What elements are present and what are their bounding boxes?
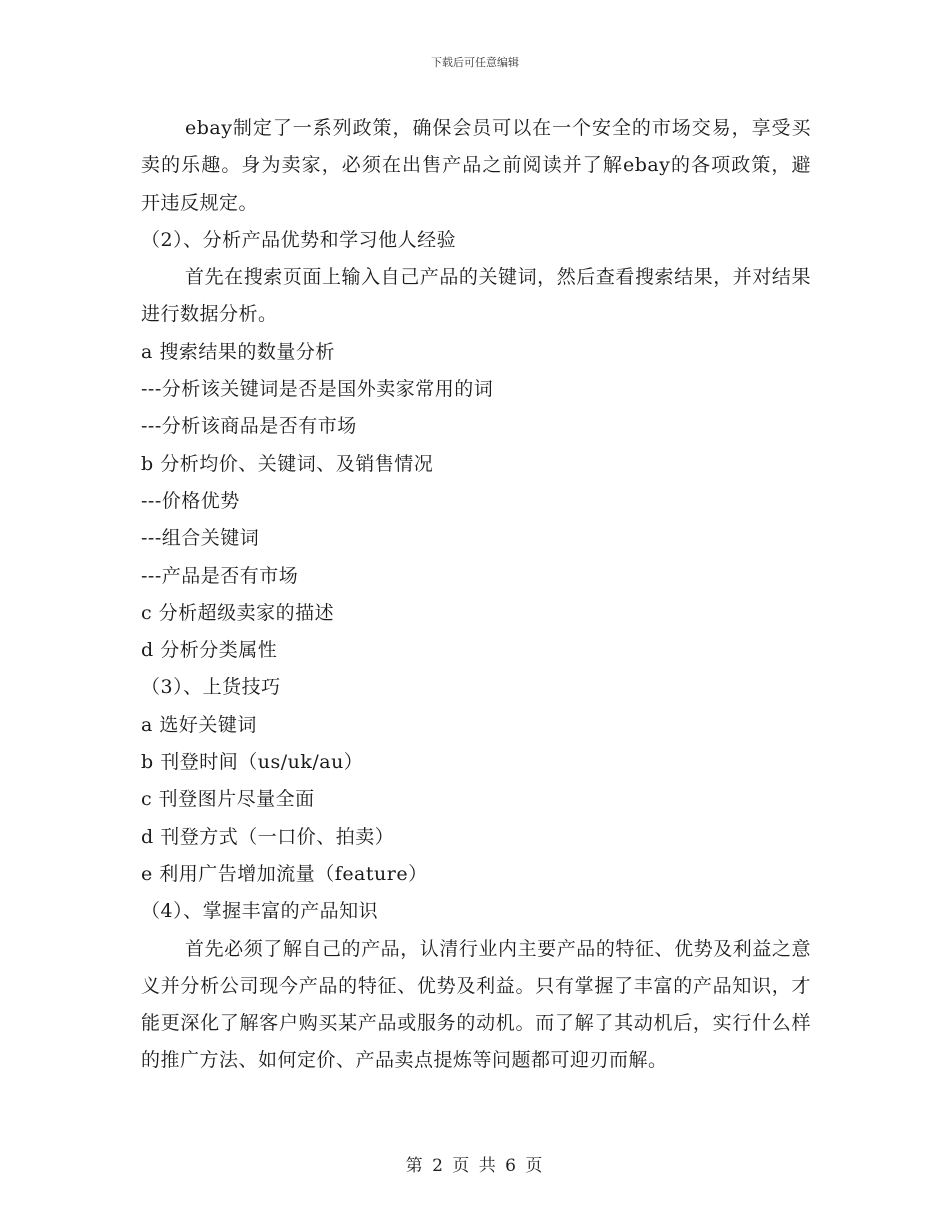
paragraph-product-knowledge: 首先必须了解自己的产品，认清行业内主要产品的特征、优势及利益之意义并分析公司现今产品的特征、优势及利益。只有掌握了丰富的产品知识，才能更深化了解客户购买某产品或服务的动机。而了解了其动机后，实行什么样的推广方法、如何定价、产品卖点提炼等问题都可迎刃而解。 — [141, 937, 811, 1072]
list-item: b 刊登时间（us/uk/au） — [141, 751, 364, 774]
section-heading-3: （3）、上货技巧 — [141, 676, 281, 699]
section-heading-2: （2）、分析产品优势和学习他人经验 — [141, 228, 457, 251]
section-heading-4: （4）、掌握丰富的产品知识 — [141, 900, 379, 923]
list-item: a 搜索结果的数量分析 — [141, 340, 335, 363]
list-item: c 分析超级卖家的描述 — [141, 601, 335, 624]
page-header: 下载后可任意编辑 — [431, 56, 519, 69]
list-item: ---产品是否有市场 — [141, 564, 299, 587]
document-body — [141, 110, 811, 1080]
list-item: a 选好关键词 — [141, 713, 257, 736]
page-footer: 第 2 页 共 6 页 — [405, 1156, 545, 1176]
list-item: d 分析分类属性 — [141, 639, 278, 662]
list-item: c 刊登图片尽量全面 — [141, 788, 315, 811]
paragraph-search-analysis: 首先在搜索页面上输入自己产品的关键词，然后查看搜索结果，并对结果进行数据分析。 — [141, 266, 811, 326]
list-item: ---组合关键词 — [141, 527, 260, 550]
list-item: e 利用广告增加流量（feature） — [141, 862, 428, 885]
list-item: ---分析该关键词是否是国外卖家常用的词 — [141, 378, 494, 401]
list-item: ---价格优势 — [141, 489, 240, 512]
paragraph-ebay-policy: ebay制定了一系列政策，确保会员可以在一个安全的市场交易，享受买卖的乐趣。身为卖家，必须在出售产品之前阅读并了解ebay的各项政策，避开违反规定。 — [141, 117, 811, 214]
list-item: b 分析均价、关键词、及销售情况 — [141, 452, 434, 475]
list-item: d 刊登方式（一口价、拍卖） — [141, 825, 395, 848]
list-item: ---分析该商品是否有市场 — [141, 415, 357, 438]
